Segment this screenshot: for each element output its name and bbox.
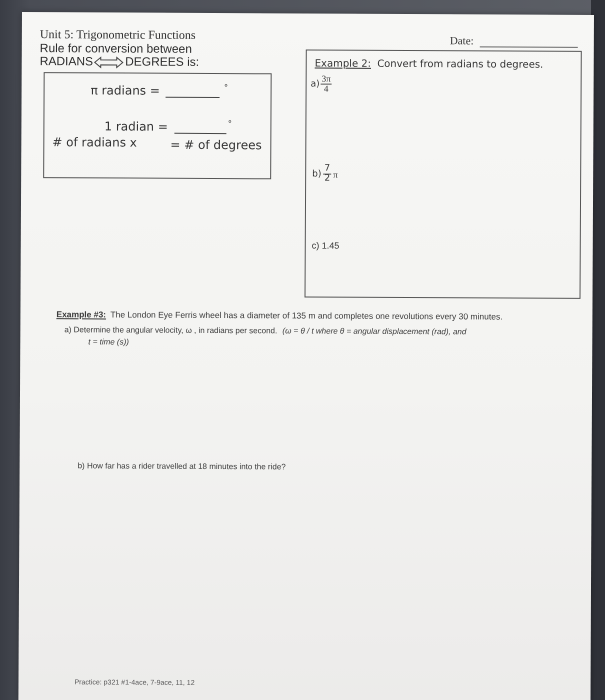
radians-word: RADIANS	[39, 54, 94, 69]
unit-title: Unit 5: Trigonometric Functions	[39, 27, 196, 42]
one-radian-label: 1 radian =	[104, 119, 168, 134]
one-radian-row	[104, 119, 232, 134]
part-b-pi: π	[333, 169, 338, 180]
part-b-numerator: 7	[324, 163, 331, 174]
part-b-denominator: 2	[324, 173, 331, 184]
example-2-instruction: Convert from radians to degrees.	[377, 58, 544, 71]
part-a-numerator: 3π	[321, 73, 331, 84]
one-radian-blank[interactable]	[174, 133, 226, 134]
example-3-part-a-time: t = time (s))	[88, 337, 129, 347]
part-a-denominator: 4	[323, 83, 329, 94]
rule-box	[43, 72, 272, 179]
double-arrow-icon	[94, 56, 124, 68]
example-2-header	[315, 59, 544, 71]
degrees-word: DEGREES is:	[125, 54, 200, 69]
pi-radians-blank[interactable]	[166, 97, 220, 98]
practice-line: Practice: p321 #1-4ace, 7-9ace, 11, 12	[74, 679, 195, 687]
example-3-part-a-formula: (ω = θ / t where θ = angular displacement (rad), and	[282, 326, 467, 337]
example-2-title: Example 2:	[314, 58, 372, 70]
rule-line-2	[40, 55, 199, 69]
degree-symbol-1: °	[223, 83, 228, 93]
worksheet-page	[18, 12, 594, 700]
example-2-box	[305, 49, 582, 298]
example-3-text: The London Eye Ferris wheel has a diameter of 135 m and completes one revolutions every 30 minutes.	[110, 309, 503, 322]
part-a-fraction	[321, 75, 332, 94]
rule-line-1: Rule for conversion between	[39, 41, 192, 56]
date-blank[interactable]	[480, 46, 578, 48]
part-c: c) 1.45	[311, 240, 340, 251]
num-degrees-label: = # of degrees	[170, 137, 262, 153]
example-3-part-b: b) How far has a rider travelled at 18 minutes into the ride?	[77, 461, 286, 472]
date-label: Date:	[449, 35, 474, 48]
example-3-header	[56, 309, 502, 321]
num-radians-label: # of radians x	[52, 135, 137, 150]
example-3-title: Example #3:	[56, 309, 107, 320]
pi-radians-row	[91, 83, 228, 98]
example-3-part-a-text: a) Determine the angular velocity, ω , in radians per second.	[64, 325, 278, 336]
example-3-part-a	[64, 325, 466, 336]
part-b	[312, 165, 338, 184]
part-b-label: b)	[312, 169, 322, 180]
degree-symbol-2: °	[227, 119, 232, 129]
part-a-label: a)	[310, 79, 320, 90]
part-b-fraction	[323, 165, 331, 184]
part-a	[311, 75, 332, 94]
pi-radians-label: π radians =	[90, 83, 160, 98]
